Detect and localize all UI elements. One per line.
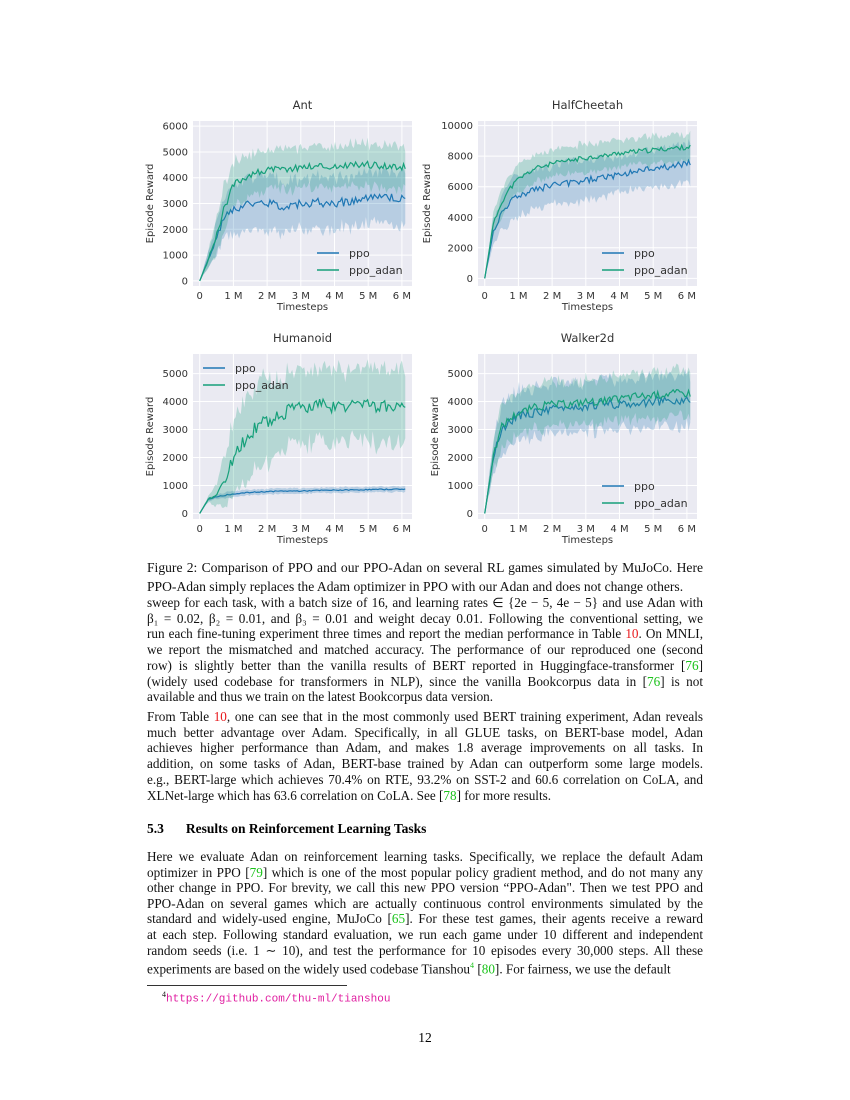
chart-title: Humanoid: [272, 331, 333, 345]
y-tick-label: 0: [466, 273, 473, 285]
text-line: From Table 10, one can see that in the most commonly used BERT training experiment, Adan reveals: [147, 709, 703, 724]
y-axis-label: Episode Reward: [422, 163, 433, 244]
text-line: (widely used codebase for transformers in NLP), since the vanilla Bookcorpus data in [76] is not: [147, 673, 703, 689]
y-tick-label: 4000: [447, 397, 473, 409]
y-tick-label: 2000: [447, 243, 473, 255]
x-tick-label: 0: [481, 291, 488, 302]
text-line: addition, on some tasks of Adan, BERT-base trained by Adan can outperform some large models.: [147, 756, 703, 772]
section-title: Results on Reinforcement Learning Tasks: [185, 821, 427, 836]
y-tick-label: 3000: [447, 425, 473, 437]
y-tick-label: 6000: [447, 182, 473, 194]
x-tick-label: 0: [196, 524, 203, 535]
x-tick-label: 3 M: [291, 291, 310, 302]
x-tick-label: 6 M: [677, 291, 696, 302]
x-axis-label: Timesteps: [276, 535, 329, 546]
page-number: 12: [418, 1030, 432, 1045]
footnote-mark: 4: [162, 990, 166, 999]
chart-ant: [145, 98, 412, 313]
x-tick-label: 6 M: [677, 524, 696, 535]
x-tick-label: 0: [481, 524, 488, 535]
text-line: PPO-Adan on several games which are actually continuous control environments simulated by the: [147, 895, 703, 911]
x-tick-label: 4 M: [610, 524, 629, 535]
y-tick-label: 4000: [162, 173, 188, 185]
citation-link[interactable]: 79: [249, 864, 263, 880]
y-tick-label: 1000: [162, 480, 188, 492]
x-tick-label: 4 M: [325, 291, 344, 302]
text-line: XLNet-large which has 63.6 correlation on CoLA. See [78] for more results.: [147, 787, 552, 803]
y-tick-label: 2000: [447, 452, 473, 464]
x-tick-label: 5 M: [359, 524, 378, 535]
text-line: sweep for each task, with a batch size of 16, and learning rates ∈ {2e − 5, 4e − 5} and use Adan with: [147, 595, 703, 610]
chart-walker2d: [430, 331, 697, 546]
x-tick-label: 4 M: [325, 524, 344, 535]
legend-label: ppo: [349, 247, 370, 260]
y-tick-label: 0: [466, 508, 473, 520]
y-tick-label: 5000: [162, 147, 188, 159]
y-tick-label: 1000: [162, 250, 188, 262]
x-tick-label: 1 M: [509, 524, 528, 535]
text-line: available and thus we train on the latest Bookcorpus data version.: [147, 689, 494, 705]
text-line: β₁ = 0.02, β₂ = 0.01, and β₃ = 0.01 and weight decay 0.01. Following the conventional setting, we: [147, 610, 703, 626]
x-tick-label: 2 M: [543, 524, 562, 535]
text-line: other change in PPO. For brevity, we call this new PPO version “PPO-Adan". Then we test PPO and: [147, 880, 703, 896]
legend-label: ppo_adan: [634, 497, 688, 510]
citation-link[interactable]: 76: [685, 657, 699, 673]
chart-title: HalfCheetah: [551, 98, 624, 112]
citation-link[interactable]: 80: [481, 961, 495, 977]
text-line: we report the mismatched and matched accuracy. The performance of our reproduced one (second: [147, 642, 703, 658]
x-tick-label: 5 M: [644, 524, 663, 535]
x-tick-label: 6 M: [392, 524, 411, 535]
x-tick-label: 5 M: [359, 291, 378, 302]
chart-halfcheetah: [422, 98, 697, 313]
legend-label: ppo: [634, 247, 655, 260]
section-heading: [147, 821, 426, 837]
x-axis-label: Timesteps: [561, 302, 614, 313]
x-tick-label: 1 M: [509, 291, 528, 302]
y-tick-label: 0: [181, 508, 188, 520]
chart-title: Ant: [292, 98, 313, 112]
x-tick-label: 3 M: [576, 524, 595, 535]
y-tick-label: 3000: [162, 425, 188, 437]
legend-label: ppo_adan: [634, 264, 688, 277]
x-tick-label: 2 M: [258, 524, 277, 535]
text-line: experiments are based on the widely used codebase Tianshou$^4$ [80]. For fairness, we use the default: [147, 961, 671, 977]
text-line: achieves higher performance than Adam, and makes 1.8 average improvements on all tasks. In: [147, 740, 703, 756]
y-axis-label: Episode Reward: [430, 396, 441, 477]
x-tick-label: 4 M: [610, 291, 629, 302]
citation-link[interactable]: 65: [391, 911, 406, 927]
y-tick-label: 4000: [447, 212, 473, 224]
y-tick-label: 3000: [162, 199, 188, 210]
y-tick-label: 8000: [447, 151, 473, 163]
y-tick-label: 0: [181, 276, 188, 288]
y-tick-label: 6000: [162, 121, 188, 133]
footnote-link[interactable]: https://github.com/thu-ml/tianshou: [166, 993, 391, 1006]
chart-title: Walker2d: [560, 331, 615, 345]
y-tick-label: 5000: [447, 369, 473, 381]
text-line: optimizer in PPO [79] which is one of the most popular policy gradient method, and do not many any: [147, 864, 703, 880]
x-axis-label: Timesteps: [561, 535, 614, 546]
section-number: 5.3: [147, 821, 164, 836]
y-axis-label: Episode Reward: [145, 163, 156, 244]
y-tick-label: 2000: [162, 224, 188, 236]
text-line: row) is slightly better than the vanilla results of BERT reported in Huggingface-transformer [76]: [147, 657, 703, 673]
legend-label: ppo: [634, 480, 655, 493]
y-tick-label: 2000: [162, 452, 188, 464]
y-tick-label: 10000: [441, 121, 473, 133]
legend-label: ppo: [235, 362, 256, 375]
text-line: much better advantage over Adam. Specifically, in all GLUE tasks, on BERT-base model, Adan: [147, 724, 703, 740]
legend-label: ppo_adan: [349, 264, 403, 277]
x-tick-label: 5 M: [644, 291, 663, 302]
legend-label: ppo_adan: [235, 379, 289, 392]
x-tick-label: 6 M: [392, 291, 411, 302]
x-tick-label: 0: [196, 291, 203, 302]
y-axis-label: Episode Reward: [145, 396, 156, 477]
text-line: at each step. Following standard evaluation, we run each game under 10 different and independent: [147, 927, 703, 942]
x-tick-label: 2 M: [258, 291, 277, 302]
table-link[interactable]: 10: [213, 709, 227, 724]
text-line: standard and widely-used engine, MuJoCo [65]. For these test games, their agents receive a reward: [147, 911, 703, 927]
x-tick-label: 1 M: [224, 291, 243, 302]
chart-humanoid: [145, 331, 412, 546]
text-line: Here we evaluate Adan on reinforcement learning tasks. Specifically, we replace the default Adam: [147, 849, 703, 864]
footnote: [162, 990, 390, 1006]
x-tick-label: 3 M: [576, 291, 595, 302]
text-line: PPO-Adan simply replaces the Adam optimizer in PPO with our Adan and does not change others.: [147, 578, 684, 594]
text-line: e.g., BERT-large which achieves 70.4% on RTE, 93.2% on SST-2 and 60.6 correlation on CoLA, and: [147, 771, 703, 787]
citation-link[interactable]: 78: [443, 787, 457, 803]
x-tick-label: 2 M: [543, 291, 562, 302]
y-tick-label: 1000: [447, 480, 473, 492]
y-tick-label: 5000: [162, 369, 188, 381]
text-line: run each fine-tuning experiment three times and report the median performance in Table 10. On MNLI,: [147, 626, 703, 642]
x-tick-label: 1 M: [224, 524, 243, 535]
text-line: random seeds (i.e. 1 ∼ 10), and test the performance for 10 episodes every 30,000 steps. All these: [147, 942, 703, 958]
x-tick-label: 3 M: [291, 524, 310, 535]
x-axis-label: Timesteps: [276, 302, 329, 313]
citation-link[interactable]: 76: [647, 673, 661, 689]
text-line: Figure 2: Comparison of PPO and our PPO-Adan on several RL games simulated by MuJoCo. Here: [147, 560, 703, 575]
footnote-divider: [147, 985, 347, 986]
y-tick-label: 4000: [162, 397, 188, 409]
table-link[interactable]: 10: [625, 626, 639, 642]
